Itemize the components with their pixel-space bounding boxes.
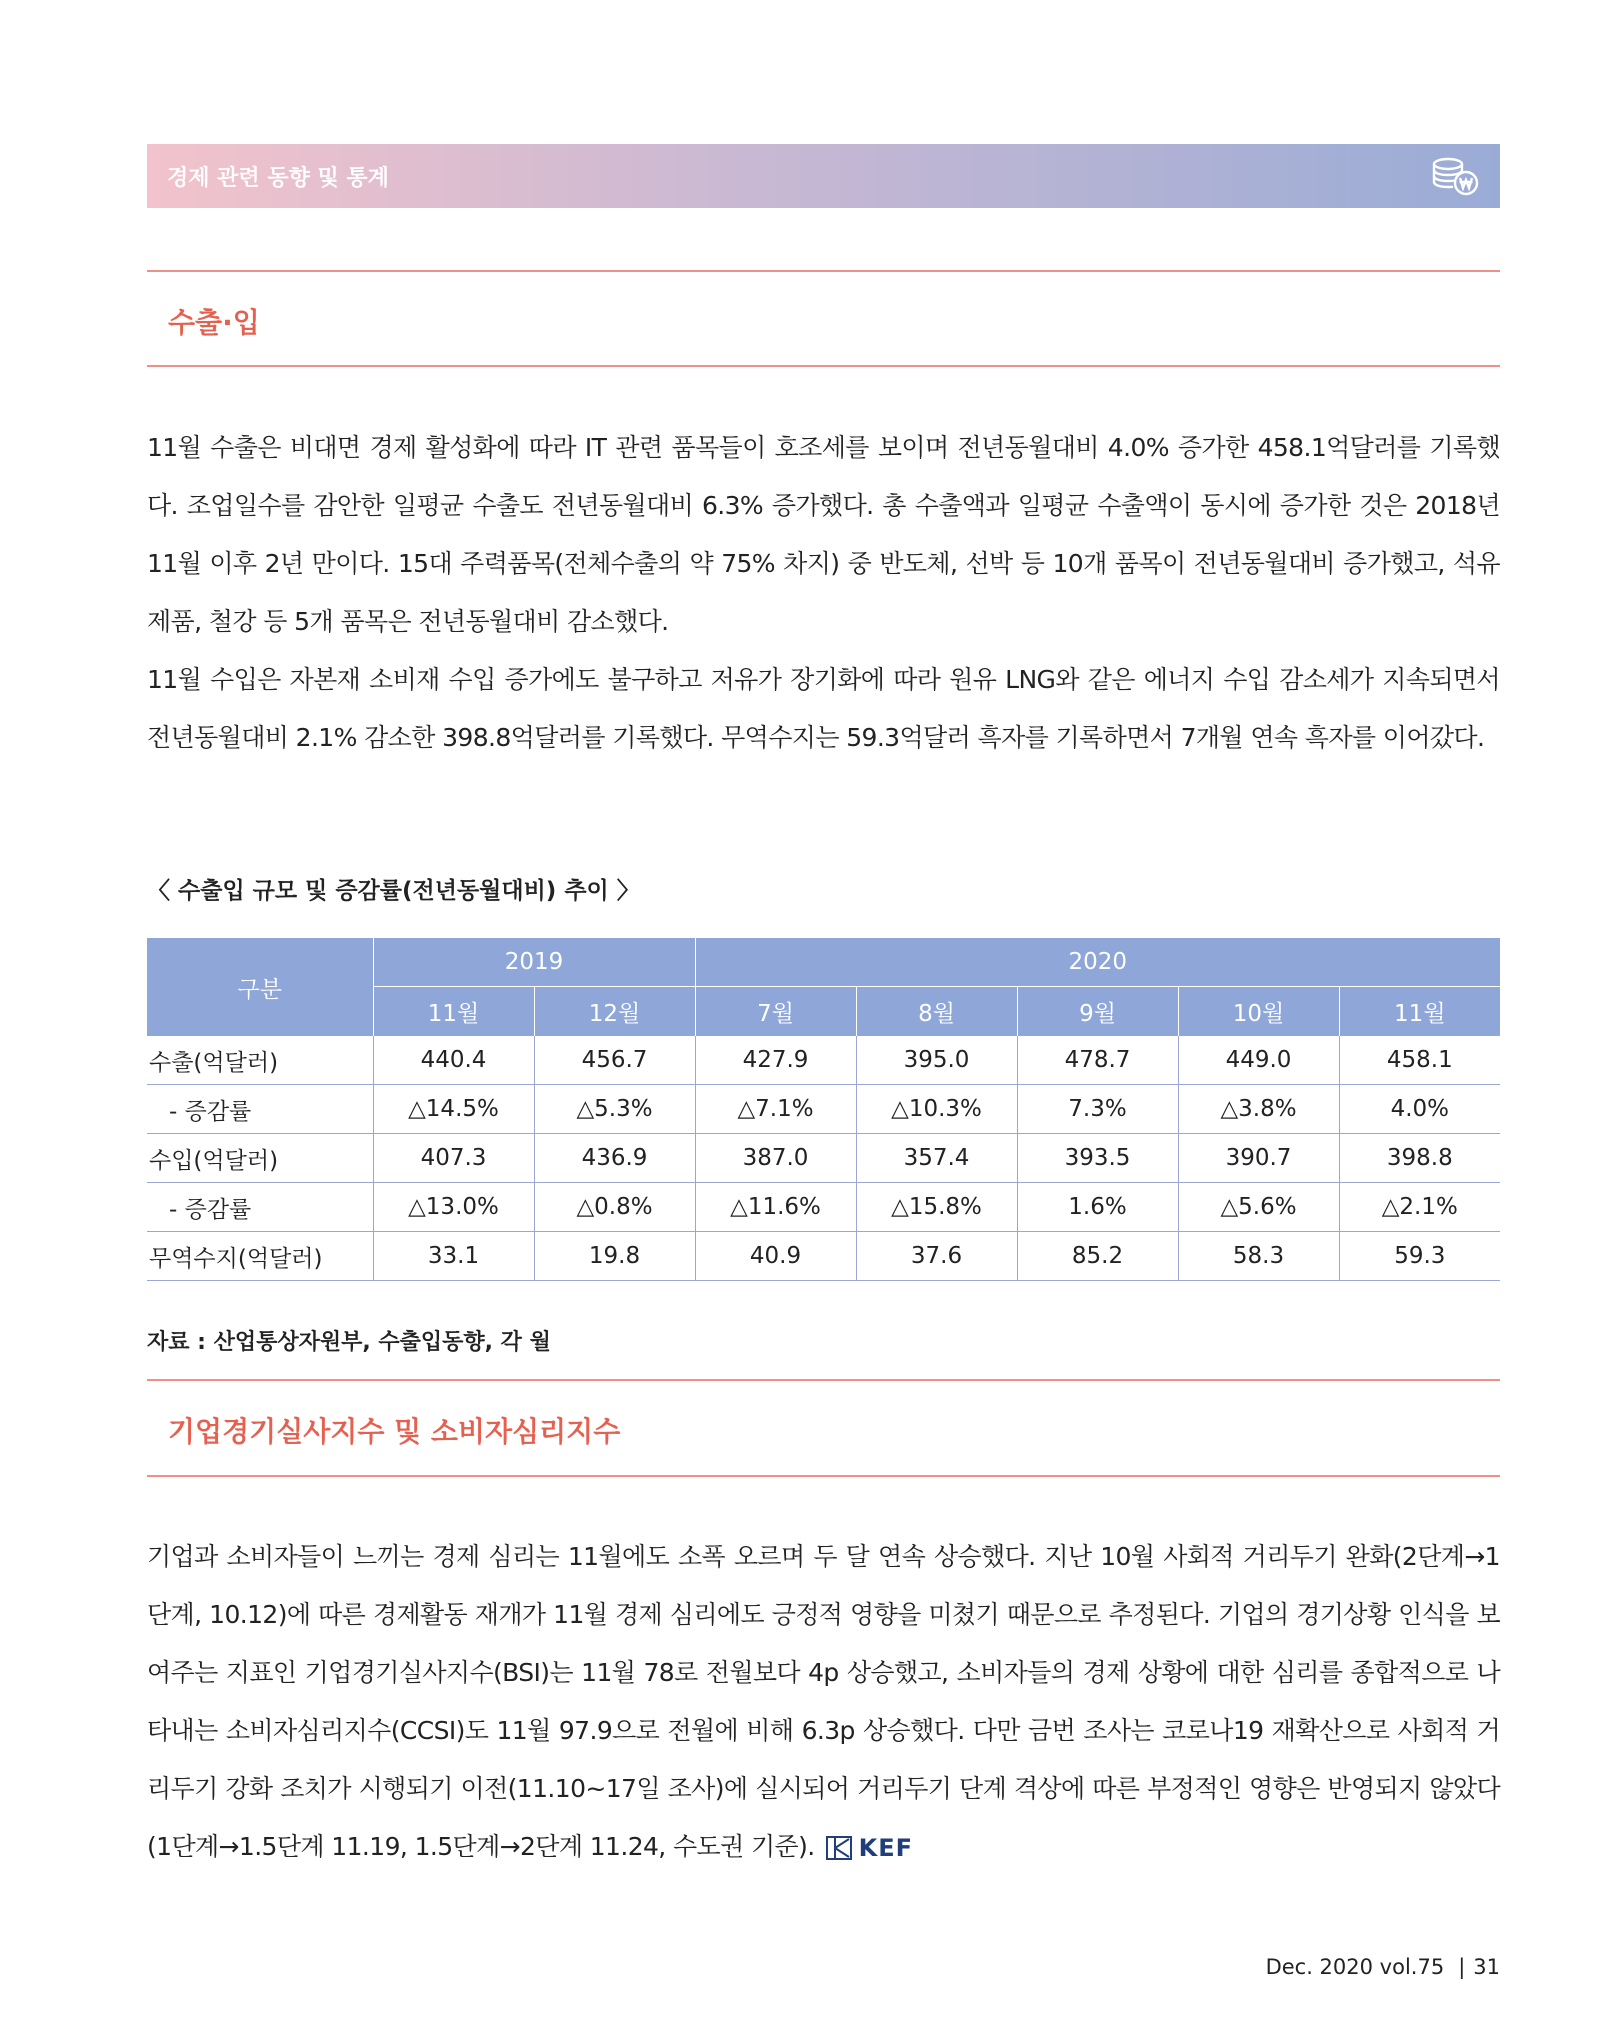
table-cell: 478.7 [1017,1036,1178,1085]
section-title-trade: 수출·입 [168,306,260,339]
section-rule [147,270,1500,272]
table-caption: 〈 수출입 규모 및 증감률(전년동월대비) 추이 〉 [147,878,640,904]
table-cell: △5.6% [1178,1183,1339,1232]
row-label: - 증감률 [147,1183,373,1232]
table-cell: △7.1% [695,1085,856,1134]
page-number: 31 [1473,1955,1500,1979]
table-cell: 436.9 [534,1134,695,1183]
section-title-sentiment: 기업경기실사지수 및 소비자심리지수 [168,1415,621,1448]
table-cell: 33.1 [373,1232,534,1281]
table-cell: 4.0% [1339,1085,1500,1134]
month-header: 9월 [1017,987,1178,1037]
paragraph-exports: 11월 수출은 비대면 경제 활성화에 따라 IT 관련 품목들이 호조세를 보이며 전년동월대비 4.0% 증가한 458.1억달러를 기록했다. 조업일수를 감안한 일평균 수출도 전년동월대비 6.3% 증가했다. 총 수출액과 일평균 수출액이 동시에 증가한 것은 2018년 11월 이후 2년 만이다. 15대 주력품목(전체수출의 약 75% 차지) 중 반도체, 선박 등 10개 품목이 전년동월대비 증가했고, 석유제품, 철강 등 5개 품목은 전년동월대비 감소했다. [147,433,1500,636]
table-cell: △15.8% [856,1183,1017,1232]
month-header: 11월 [373,987,534,1037]
header-title: 경제 관련 동향 및 통계 [167,166,389,191]
paragraph-imports: 11월 수입은 자본재 소비재 수입 증가에도 불구하고 저유가 장기화에 따라 원유 LNG와 같은 에너지 수입 감소세가 지속되면서 전년동월대비 2.1% 감소한 398.8억달러를 기록했다. 무역수지는 59.3억달러 흑자를 기록하면서 7개월 연속 흑자를 이어갔다. [147,665,1500,752]
year-header: 2020 [695,938,1500,987]
table-cell: 390.7 [1178,1134,1339,1183]
issue-label: Dec. 2020 vol.75 [1265,1955,1445,1979]
row-label: 무역수지(억달러) [147,1232,373,1281]
table-cell: 393.5 [1017,1134,1178,1183]
trade-table [147,938,1500,1281]
table-cell: △13.0% [373,1183,534,1232]
kef-logo-text: KEF [858,1834,913,1862]
table-cell: 1.6% [1017,1183,1178,1232]
table-cell: △11.6% [695,1183,856,1232]
section-rule [147,365,1500,367]
kef-logo [825,1819,913,1877]
month-header: 7월 [695,987,856,1037]
row-label: 수출(억달러) [147,1036,373,1085]
table-cell: △10.3% [856,1085,1017,1134]
table-cell: 456.7 [534,1036,695,1085]
table-source: 자료 : 산업통상자원부, 수출입동향, 각 월 [147,1330,551,1355]
table-cell: 19.8 [534,1232,695,1281]
row-label: 수입(억달러) [147,1134,373,1183]
coins-won-icon [1428,152,1482,200]
table-corner-header: 구분 [147,938,373,1036]
table-cell: △2.1% [1339,1183,1500,1232]
table-cell: 37.6 [856,1232,1017,1281]
table-cell: 40.9 [695,1232,856,1281]
table-cell: 398.8 [1339,1134,1500,1183]
table-cell: △0.8% [534,1183,695,1232]
month-header: 10월 [1178,987,1339,1037]
table-cell: 440.4 [373,1036,534,1085]
table-cell: 458.1 [1339,1036,1500,1085]
table-cell: △3.8% [1178,1085,1339,1134]
row-label: - 증감률 [147,1085,373,1134]
table-cell: 59.3 [1339,1232,1500,1281]
section-rule [147,1475,1500,1477]
paragraph-sentiment [147,1528,1500,1877]
month-header: 12월 [534,987,695,1037]
page-footer [1266,1955,1500,1979]
year-header: 2019 [373,938,695,987]
table-cell: △5.3% [534,1085,695,1134]
table-row [147,1232,1500,1281]
kef-logo-mark-icon [825,1835,853,1861]
table-cell: 449.0 [1178,1036,1339,1085]
table-row [147,1183,1500,1232]
table-cell: 407.3 [373,1134,534,1183]
table-cell: 357.4 [856,1134,1017,1183]
table-row [147,1085,1500,1134]
table-cell: 395.0 [856,1036,1017,1085]
paragraph-sentiment-text: 기업과 소비자들이 느끼는 경제 심리는 11월에도 소폭 오르며 두 달 연속 상승했다. 지난 10월 사회적 거리두기 완화(2단계→1단계, 10.12)에 따른 경제활동 재개가 11월 경제 심리에도 긍정적 영향을 미쳤기 때문으로 추정된다. 기업의 경기상황 인식을 보여주는 지표인 기업경기실사지수(BSI)는 11월 78로 전월보다 4p 상승했고, 소비자들의 경제 상황에 대한 심리를 종합적으로 나타내는 소비자심리지수(CCSI)도 11월 97.9으로 전월에 비해 6.3p 상승했다. 다만 금번 조사는 코로나19 재확산으로 사회적 거리두기 강화 조치가 시행되기 이전(11.10~17일 조사)에 실시되어 거리두기 단계 격상에 따른 부정적인 영향은 반영되지 않았다(1단계→1.5단계 11.19, 1.5단계→2단계 11.24, 수도권 기준). [147,1542,1500,1861]
table-row [147,1036,1500,1085]
table-cell: 387.0 [695,1134,856,1183]
table-cell: 85.2 [1017,1232,1178,1281]
table-row [147,1134,1500,1183]
table-cell: 7.3% [1017,1085,1178,1134]
footer-separator: | [1458,1955,1466,1979]
month-header: 11월 [1339,987,1500,1037]
table-cell: 58.3 [1178,1232,1339,1281]
table-cell: △14.5% [373,1085,534,1134]
month-header: 8월 [856,987,1017,1037]
header-banner [147,144,1500,208]
table-cell: 427.9 [695,1036,856,1085]
section-rule [147,1379,1500,1381]
